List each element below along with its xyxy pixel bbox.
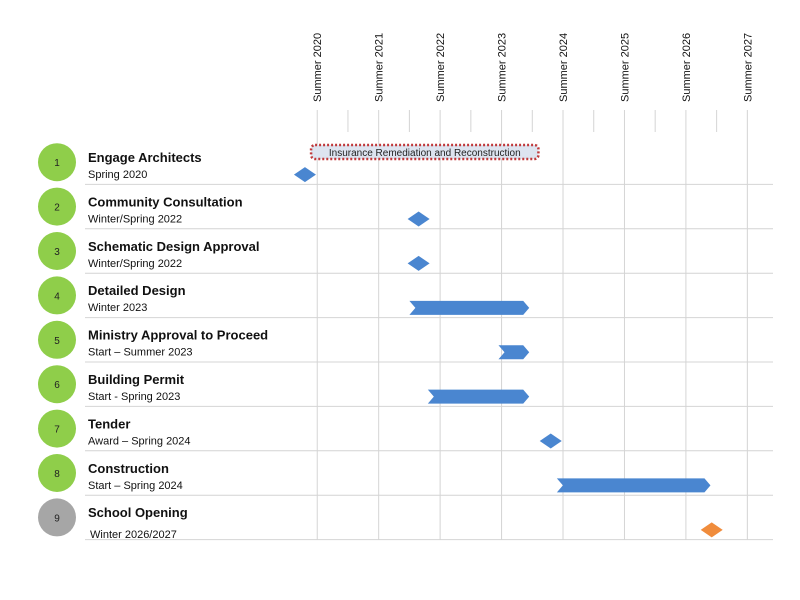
task-title: Construction: [88, 460, 169, 476]
x-tick-label: Summer 2027: [742, 32, 755, 102]
task-subtitle: Winter 2023: [88, 302, 148, 315]
task-row: [38, 321, 773, 362]
step-number: 9: [54, 513, 60, 525]
task-title: Tender: [88, 416, 131, 432]
task-row: [38, 276, 773, 317]
task-title: Detailed Design: [88, 283, 186, 299]
task-row: [38, 232, 773, 273]
step-number: 8: [54, 469, 60, 480]
milestone-marker: [294, 167, 316, 182]
task-subtitle: Start – Spring 2024: [88, 479, 183, 492]
step-number: 7: [54, 424, 60, 436]
duration-bar: [498, 345, 529, 359]
milestone-marker: [408, 212, 430, 227]
phase-banner: [311, 145, 538, 159]
x-tick-label: Summer 2021: [373, 32, 386, 102]
step-number: 2: [54, 202, 60, 214]
task-title: Engage Architects: [88, 150, 202, 165]
task-marks: [294, 167, 723, 537]
x-tick-label: Summer 2026: [680, 32, 693, 102]
step-number: 1: [54, 158, 60, 170]
duration-bar: [428, 390, 529, 404]
task-title: Schematic Design Approval: [88, 238, 260, 254]
task-subtitle: Winter/Spring 2022: [88, 257, 183, 270]
task-row: [38, 188, 773, 229]
milestone-marker: [540, 434, 562, 449]
grid-layer: [317, 110, 747, 540]
task-row: [38, 498, 773, 541]
x-tick-label: Summer 2025: [619, 32, 632, 102]
banner-label: Insurance Remediation and Reconstruction: [328, 148, 521, 159]
x-tick-label: Summer 2020: [312, 32, 325, 102]
task-subtitle: Start – Summer 2023: [88, 346, 193, 359]
x-tick-label: Summer 2024: [558, 32, 571, 102]
task-title: Building Permit: [88, 372, 185, 387]
task-row: [38, 410, 773, 451]
step-number: 4: [54, 291, 60, 303]
x-tick-label: Summer 2022: [435, 32, 448, 102]
task-title: Community Consultation: [88, 194, 243, 210]
step-number: 6: [54, 380, 60, 392]
x-tick-label: Summer 2023: [496, 32, 509, 102]
task-row: [38, 365, 773, 406]
task-subtitle: Winter/Spring 2022: [88, 213, 183, 226]
task-title: School Opening: [88, 505, 188, 521]
x-axis: [312, 33, 754, 102]
task-subtitle: Start - Spring 2023: [88, 391, 181, 403]
task-subtitle: Award – Spring 2024: [88, 435, 191, 448]
step-number: 3: [54, 247, 60, 258]
milestone-marker: [701, 522, 723, 537]
step-number: 5: [54, 335, 60, 347]
duration-bar: [557, 478, 711, 492]
task-title: Ministry Approval to Proceed: [88, 327, 269, 343]
milestone-marker: [408, 256, 430, 271]
task-subtitle: Spring 2020: [88, 169, 148, 181]
task-subtitle: Winter 2026/2027: [90, 529, 177, 542]
duration-bar: [409, 301, 529, 315]
